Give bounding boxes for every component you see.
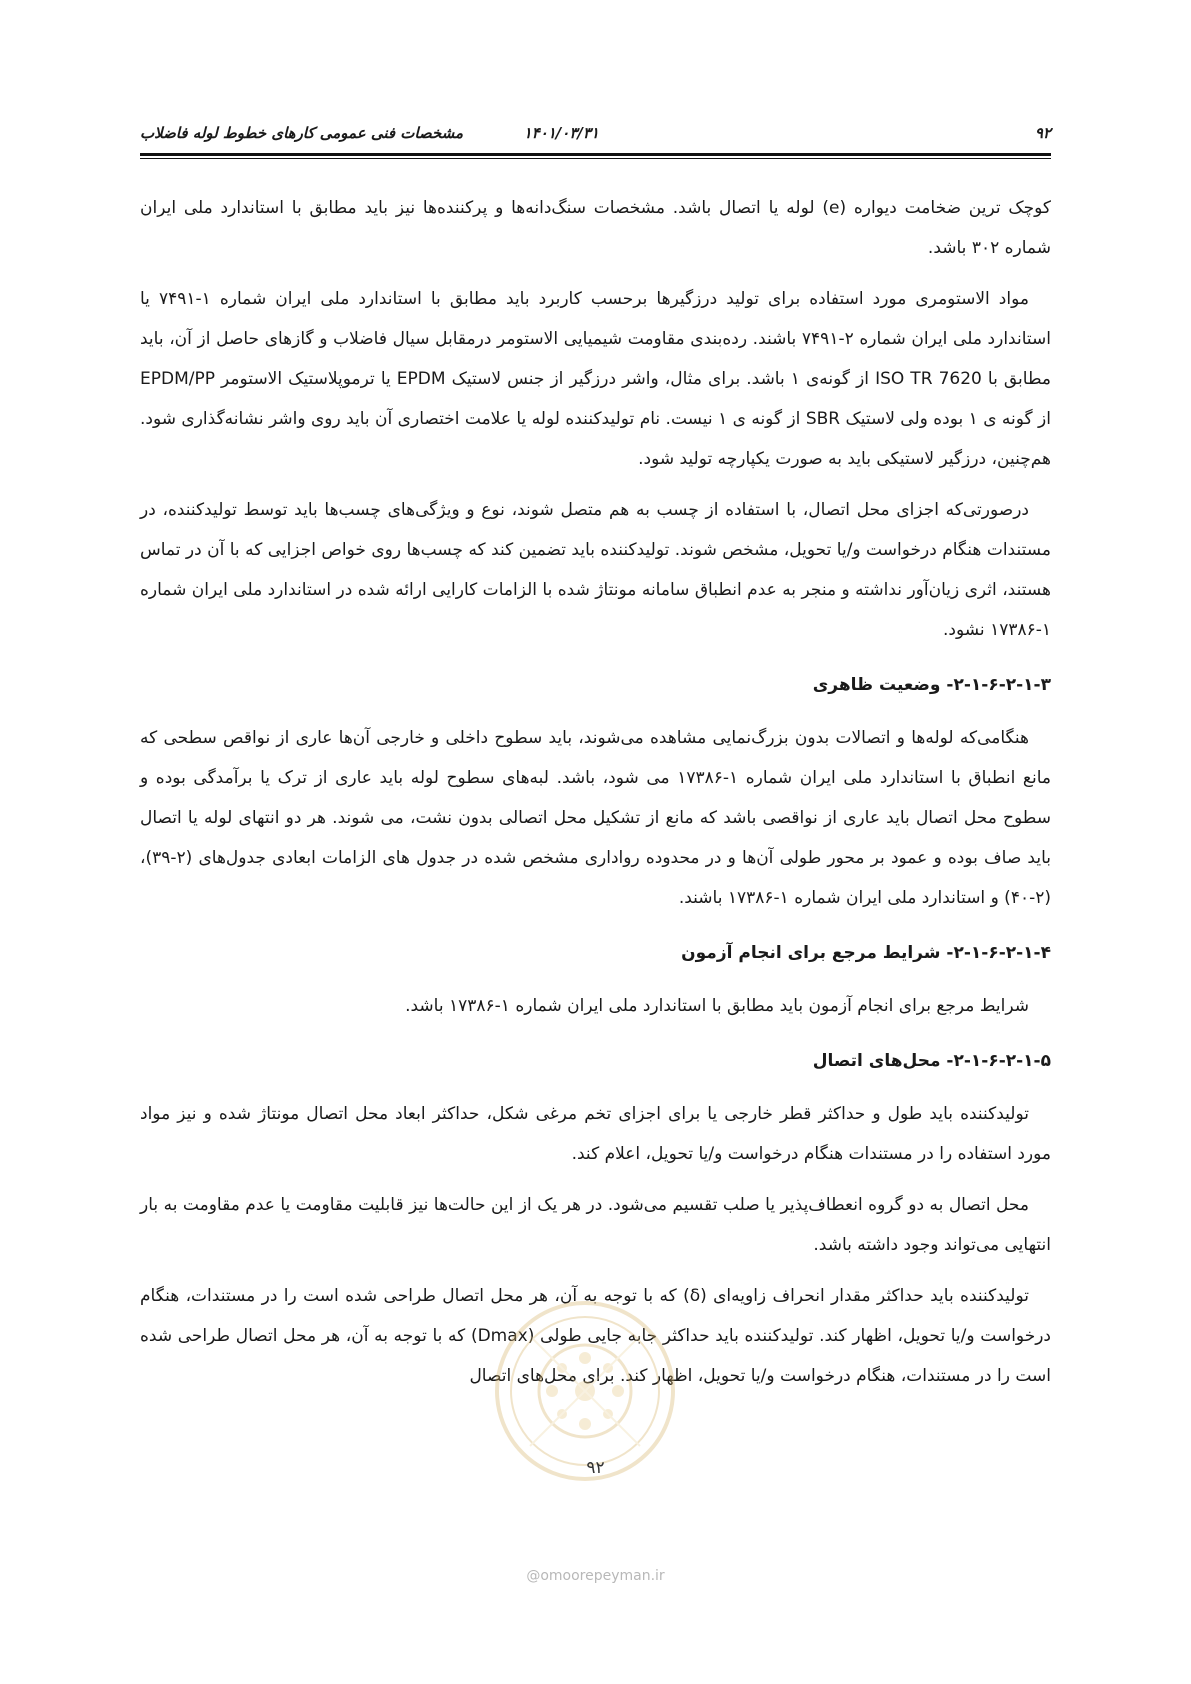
paragraph: تولیدکننده باید طول و حداکثر قطر خارجی یا برای اجزای تخم مرغی شکل، حداکثر ابعاد محل اتصال مونتاژ شده و نیز مواد مورد استفاده را در مستندات هنگام درخواست و/یا تحویل، اعلام کند. bbox=[140, 1104, 1051, 1164]
paragraph: درصورتی‌که اجزای محل اتصال، با استفاده از چسب به هم متصل شوند، نوع و ویژگی‌های چسب‌ها باید توسط تولیدکننده، در مستندات هنگام درخواست و/یا تحویل، مشخص شوند. تولیدکننده باید تضمین کند که چسب‌ها روی خواص اجزایی که با آن در تماس هستند، اثری زیان‌آور نداشته و منجر به عدم انطباق سامانه مونتاژ شده با الزامات کارایی ارائه شده در استاندارد ملی ایران شماره ۱-۱۷۳۸۶ نشود. bbox=[140, 500, 1051, 640]
paragraph: مواد الاستومری مورد استفاده برای تولید درزگیرها برحسب کاربرد باید مطابق با استاندارد ملی ایران شماره ۱-۷۴۹۱ یا استاندارد ملی ایران شماره ۲-۷۴۹۱ باشند. رده‌بندی مقاومت شیمیایی الاستومر درمقابل سیال فاضلاب و گازهای حاصل از آن، باید مطابق با ISO TR 7620 از گونه‌ی ۱ باشد. برای مثال، واشر درزگیر از جنس لاستیک EPDM یا ترموپلاستیک الاستومر EPDM/PP از گونه ی ۱ بوده ولی لاستیک SBR از گونه ی ۱ نیست. نام تولیدکننده لوله یا علامت اختصاری آن باید روی واشر نشانه‌گذاری شود. هم‌چنین، درزگیر لاستیکی باید به صورت یکپارچه تولید شود. bbox=[140, 289, 1051, 469]
header-divider bbox=[140, 153, 1051, 159]
header-date: ۱۴۰۱/۰۳/۳۱ bbox=[523, 124, 599, 142]
paragraph: محل اتصال به دو گروه انعطاف‌پذیر یا صلب تقسیم می‌شود. در هر یک از این حالت‌ها نیز قابلیت مقاومت یا عدم مقاومت به بار انتهایی می‌تواند وجود داشته باشد. bbox=[140, 1195, 1051, 1255]
footer-page-number: ۹۲ bbox=[586, 1458, 605, 1478]
header-page-number: ۹۲ bbox=[1034, 124, 1051, 142]
paragraph: شرایط مرجع برای انجام آزمون باید مطابق با استاندارد ملی ایران شماره ۱-۱۷۳۸۶ باشد. bbox=[405, 996, 1029, 1016]
document-body bbox=[140, 188, 1051, 1407]
watermark-site-url: @omoorepeyman.ir bbox=[526, 1568, 665, 1584]
section-heading-joints: ۲-۱-۶-۲-۱-۵- محل‌های اتصال bbox=[812, 1051, 1051, 1071]
header-document-title: مشخصات فنی عمومی کارهای خطوط لوله فاضلاب bbox=[140, 124, 464, 142]
section-heading-appearance: ۲-۱-۶-۲-۱-۳- وضعیت ظاهری bbox=[812, 675, 1051, 695]
paragraph: تولیدکننده باید حداکثر مقدار انحراف زاویه‌ای (δ) که با توجه به آن، هر محل اتصال طراحی شده است را در مستندات، هنگام درخواست و/یا تحویل، اظهار کند. تولیدکننده باید حداکثر جابه جایی طولی (Dmax) که با توجه به آن، هر محل اتصال طراحی شده است را در مستندات، هنگام درخواست و/یا تحویل، اظهار کند. برای محل‌های اتصال bbox=[140, 1286, 1051, 1386]
paragraph: کوچک ترین ضخامت دیواره (e) لوله یا اتصال باشد. مشخصات سنگ‌دانه‌ها و پرکننده‌ها نیز باید مطابق با استاندارد ملی ایران شماره ۳۰۲ باشد. bbox=[140, 198, 1051, 258]
section-heading-test-conditions: ۲-۱-۶-۲-۱-۴- شرایط مرجع برای انجام آزمون bbox=[681, 943, 1051, 963]
page-header bbox=[140, 124, 1051, 150]
paragraph: هنگامی‌که لوله‌ها و اتصالات بدون بزرگ‌نمایی مشاهده می‌شوند، باید سطوح داخلی و خارجی آن‌ها عاری از نواقص سطحی که مانع انطباق با استاندارد ملی ایران شماره ۱-۱۷۳۸۶ می شود، باشد. لبه‌های سطوح لوله باید عاری از ترک یا برآمدگی بوده و سطوح محل اتصال باید عاری از نواقصی باشد که مانع از تشکیل محل اتصالی بدون نشت، می شوند. هر دو انتهای لوله یا اتصال باید صاف بوده و عمود بر محور طولی آن‌ها و در محدوده رواداری مشخص شده در جدول های الزامات ابعادی جدول‌های (۲-۳۹)، (۲-۴۰) و استاندارد ملی ایران شماره ۱-۱۷۳۸۶ باشند. bbox=[140, 728, 1051, 908]
